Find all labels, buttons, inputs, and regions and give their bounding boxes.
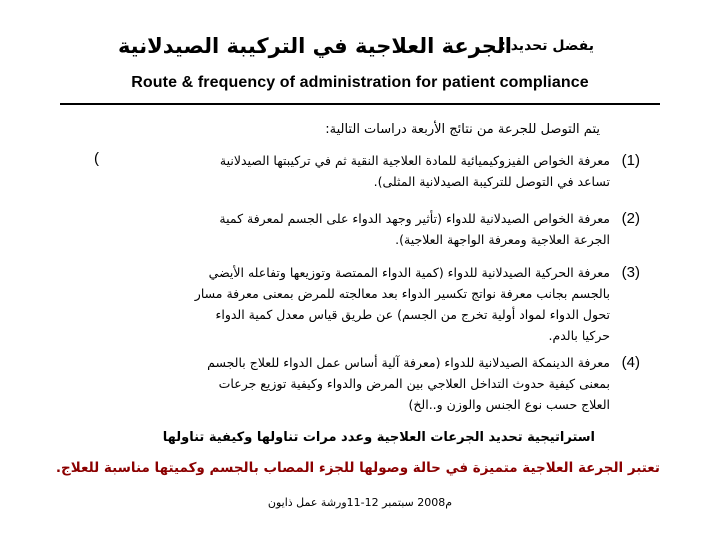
study-item-3 bbox=[110, 262, 640, 346]
title-divider bbox=[60, 103, 660, 105]
preference-label: يفضل تحديد : bbox=[500, 38, 594, 54]
item-line: معرفة الخواص الفيزوكيميائية للمادة العلاجية النقية ثم في تركيبتها الصيدلانية bbox=[219, 153, 610, 168]
study-item-1 bbox=[110, 150, 640, 192]
item-line: معرفة الدينمكة الصيدلانية للدواء (معرفة آلية أساس عمل الدواء للعلاج بالجسم bbox=[207, 355, 610, 370]
conclusion-text: تعتبر الجرعة العلاجية متميزة في حالة وصولها للجزء المصاب بالجسم وكميتها مناسبة للعلاج. bbox=[55, 460, 660, 476]
item-line: العلاج حسب نوع الجنس والوزن و..الخ) bbox=[408, 397, 610, 412]
english-subtitle: Route & frequency of administration for patient compliance bbox=[131, 74, 589, 91]
item-line: حركيا بالدم. bbox=[548, 328, 610, 343]
item-line: معرفة الخواص الصيدلانية للدواء (تأثير وجهد الدواء على الجسم لمعرفة كمية bbox=[219, 211, 610, 226]
item-line: تساعد في التوصل للتركيبة الصيدلانية المثلى). bbox=[373, 174, 610, 189]
item-line: تحول الدواء لمواد أولية تخرج من الجسم) عن طريق قياس معدل كمية الدواء bbox=[215, 307, 610, 322]
main-title: الجرعة العلاجية في التركيبة الصيدلانية bbox=[117, 34, 512, 58]
item-line: معرفة الحركية الصيدلانية للدواء (كمية الدواء الممتصة وتوزيعها وتفاعله الأيضي bbox=[208, 265, 610, 280]
title-row bbox=[0, 30, 720, 70]
item-number: (2) bbox=[621, 210, 640, 227]
item-number: (4) bbox=[621, 354, 640, 371]
item-number: (1) bbox=[621, 152, 640, 169]
item-line: بالجسم بجانب معرفة نواتج تكسير الدواء بعد معالجته للمرض بمعنى معرفة مسار bbox=[194, 286, 610, 301]
item-number: (3) bbox=[621, 264, 640, 281]
stray-parenthesis: ( bbox=[94, 150, 99, 167]
strategy-heading: استراتيجية تحديد الجرعات العلاجية وعدد مرات تناولها وكيفية تناولها bbox=[162, 430, 595, 445]
item-line: الجرعة العلاجية ومعرفة الواجهة العلاجية). bbox=[395, 232, 610, 247]
study-item-2 bbox=[110, 208, 640, 250]
study-item-4 bbox=[110, 352, 640, 415]
item-line: بمعنى كيفية حدوث التداخل العلاجي بين المرض والدواء وكيفية توزيع جرعات bbox=[218, 376, 610, 391]
intro-text: يتم التوصل للجرعة من نتائج الأربعة دراسات التالية: bbox=[325, 122, 600, 137]
slide-footer: م2008 سبتمبر 12-11ورشة عمل ذايون bbox=[267, 496, 453, 509]
